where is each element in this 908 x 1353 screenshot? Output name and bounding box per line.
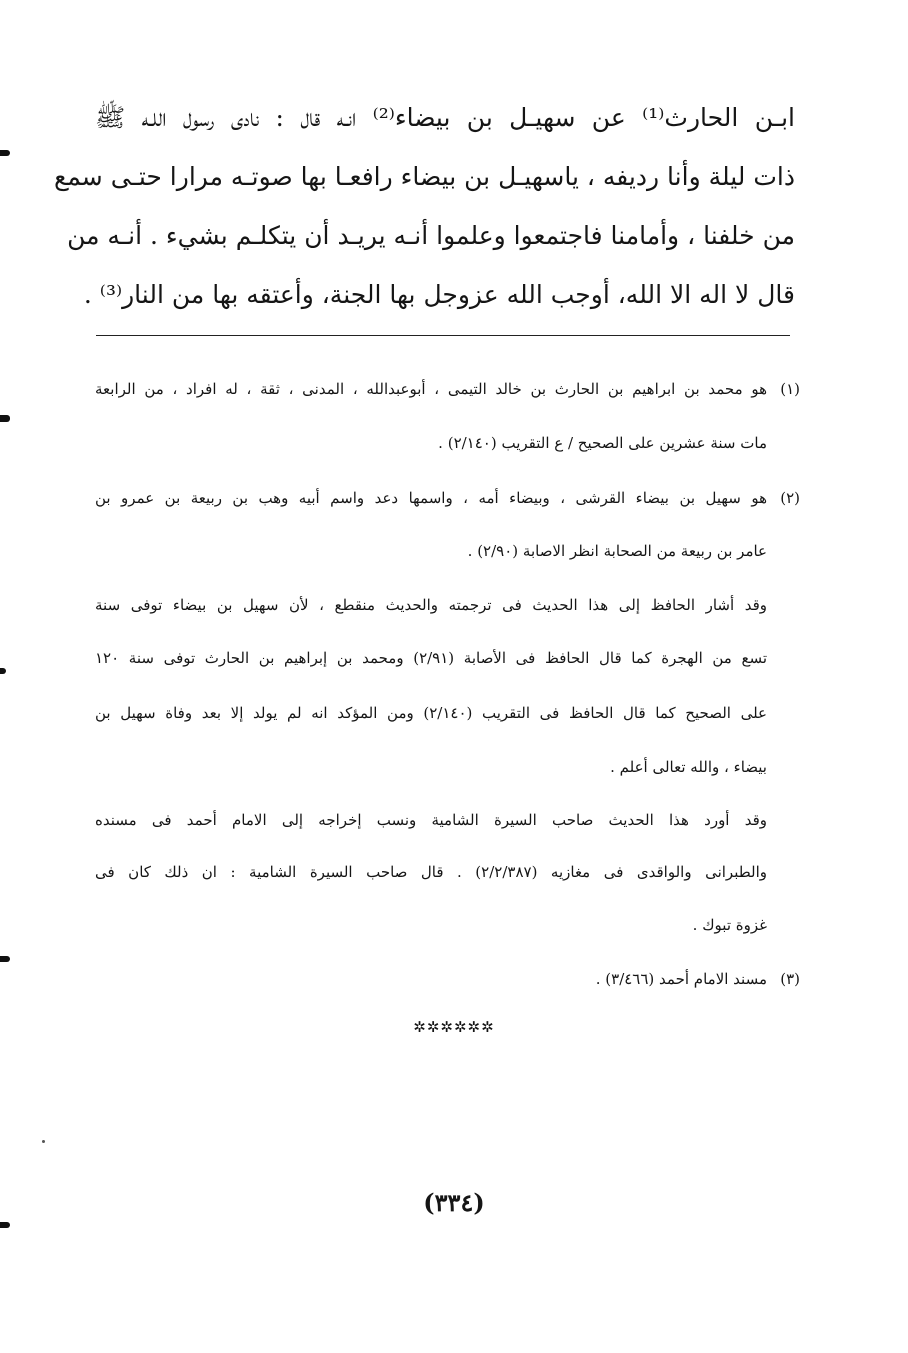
footnote-line: بيضاء ، والله تعالى أعلم . (610, 758, 767, 776)
footnote-line: مات سنة عشرين على الصحيح / ع التقريب (٢/١٤٠) . (438, 434, 767, 452)
footnote-line: على الصحيح كما قال الحافظ فى التقريب (٢/١٤٠) ومن المؤكد انه لم يولد إلا بعد وفاة سهيل بن (95, 704, 767, 722)
footnote-divider (96, 335, 790, 336)
footnote-number: (١) (780, 380, 800, 398)
footnote-line: عامر بن ربيعة من الصحابة انظر الاصابة (٢/٩٠) . (467, 542, 767, 560)
footnote-line: هو سهيل بن بيضاء القرشى ، وبيضاء أمه ، واسمها دعد واسم أبيه وهب بن ربيعة بن عمرو بن (95, 489, 767, 507)
section-separator: ✲✲✲✲✲✲ (413, 1018, 495, 1036)
scan-edge-mark (0, 668, 6, 674)
scan-edge-mark (0, 956, 10, 962)
main-text (54, 88, 795, 324)
page-number: (٣٣٤) (423, 1188, 485, 1217)
footnote-number: (٣) (780, 970, 800, 988)
footnote-line: وقد أورد هذا الحديث صاحب السيرة الشامية ونسب إخراجه إلى الامام أحمد فى مسنده (95, 811, 767, 829)
scan-speck (42, 1140, 45, 1143)
main-text-line: ذات ليلة وأنا رديفه ، ياسهيـل بن بيضاء رافعـا بها صوتـه مرارا حتـى سمع (54, 162, 795, 191)
scan-edge-mark (0, 415, 10, 422)
footnote-line: وقد أشار الحافظ إلى هذا الحديث فى ترجمته والحديث منقطع ، لأن سهيل بن بيضاء توفى سنة (95, 596, 767, 614)
scan-edge-mark (0, 1222, 10, 1228)
footnote-line: والطبرانى والواقدى فى مغازيه (٢/٢/٣٨٧) . قال صاحب السيرة الشامية : ان ذلك كان فى (95, 863, 768, 881)
footnote-line: تسع من الهجرة كما قال الحافظ فى الأصابة (٢/٩١) ومحمد بن إبراهيم بن الحارث توفى سنة ١٢٠ (95, 649, 767, 667)
main-text-line: قال لا اله الا الله، أوجب الله عزوجل بها الجنة، وأعتقه بها من النار⁽³⁾ . (83, 280, 795, 309)
main-text-line: ابـن الحارث⁽¹⁾ عن سهيـل بن بيضاء⁽²⁾ انـه قال : نادى رسول اللـه ﷺ (95, 103, 795, 132)
footnote-line: هو محمد بن ابراهيم بن الحارث بن خالد التيمى ، أبوعبدالله ، المدنى ، ثقة ، له افراد ، من الرابعة (95, 380, 767, 398)
footnote-line: غزوة تبوك . (692, 916, 767, 934)
footnote-line: مسند الامام أحمد (٣/٤٦٦) . (595, 970, 767, 988)
main-text-line: من خلفنا ، وأمامنا فاجتمعوا وعلموا أنـه يريـد أن يتكلـم بشيء . أنـه من (67, 221, 795, 250)
footnote-number: (٢) (780, 489, 800, 507)
scan-edge-mark (0, 150, 10, 156)
